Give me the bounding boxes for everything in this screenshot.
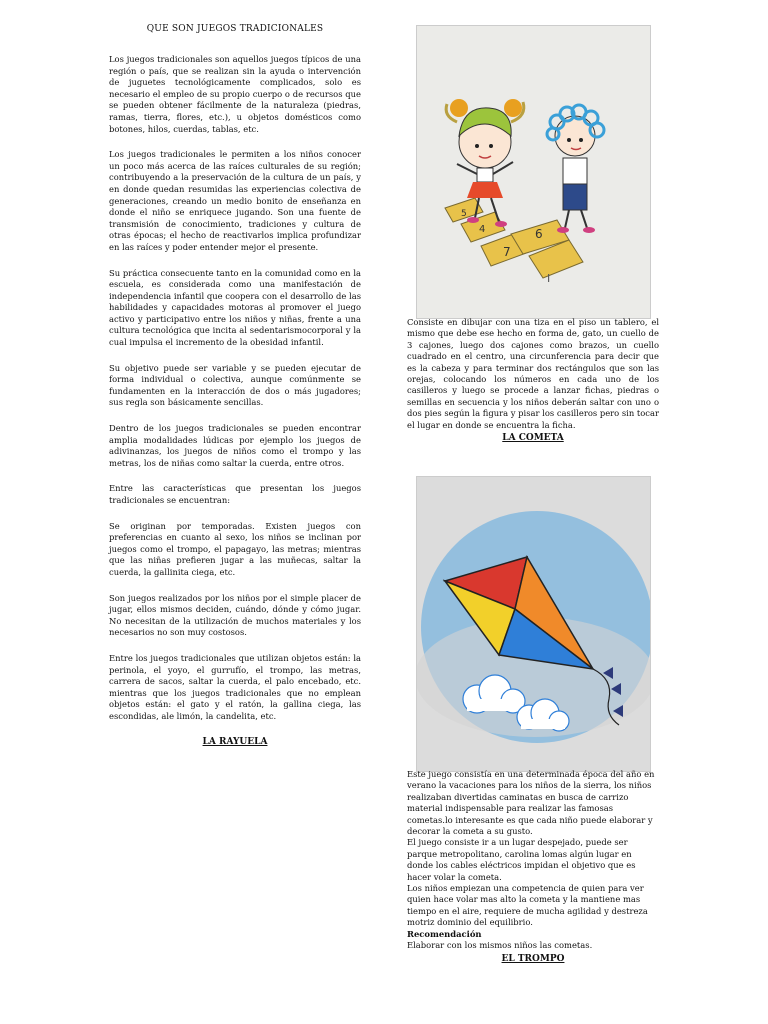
kite-paragraph-history: Este juego consistía en una determinada época del año en verano la vacaciones para los niños de la sierra, los niños realizaban divertidas caminatas en busca de carrizo material indispensable para realizar las famosas cometas.lo interesante es que cada niño puede elaborar y decorar la cometa a su gusto. — [407, 769, 655, 837]
paragraph-practice: Su práctica consecuente tanto en la comunidad como en la escuela, es considerada como una manifestación de independencia infantil que coopera con el desarrollo de las habilidades y capacidades motoras al promover el juego activo y participativo entre los niños y niñas, frente a una cultura tecnológica que incita al sedentarismocorporal y la cual impulsa el incremento de la obesidad infantil. — [109, 267, 361, 348]
page-title: QUE SON JUEGOS TRADICIONALES — [146, 24, 324, 34]
paragraph-modalities: Dentro de los juegos tradicionales se pueden encontrar amplia modalidades lúdicas por ejemplo los juegos de adivinanzas, los juegos de niños como el trompo y las metras, los de niñas como saltar la cuerda, entre otros. — [109, 423, 361, 468]
hopscotch-number: 5 — [461, 209, 467, 219]
paragraph-seasons: Se originan por temporadas. Existen juegos con preferencias en cuanto al sexo, los niños se inclinan por juegos como el trompo, el papagayo, las metras; mientras que las niñas prefieren jugar a las muñecas, saltar la cuerda, la gallinita ciega, etc. — [109, 520, 361, 577]
paragraph-definition: Los juegos tradicionales son aquellos juegos típicos de una región o país, que se realizan sin la ayuda o intervención de juguetes tecnológicamente complicados, solo es necesario el empleo de su propio cuerpo o de recursos que se pueden obtener fácilmente de la naturaleza (piedras, ramas, tierra, flores, etc.), u objetos domésticos como botones, hilos, cuerdas, tablas, etc. — [109, 54, 361, 134]
hopscotch-illustration — [416, 25, 651, 319]
section-label-rayuela: LA RAYUELA — [202, 736, 268, 747]
left-column — [109, 24, 361, 747]
section-label-cometa: LA COMETA — [502, 433, 564, 444]
hopscotch-description: Consiste en dibujar con una tiza en el piso un tablero, el mismo que debe ese hecho en forma de, gato, un cuello de 3 cajones, luego dos cajones como brazos, un cuello cuadrado en el centro, una circunferencia para decir que es la cabeza y para terminar dos rectángulos que son las orejas, colocando los números en cada uno de los casilleros y luego se procede a lanzar fichas, piedras o semillas en secuencia y los niños deberán saltar con uno o dos pies según la figura y pisar los casilleros pero sin tocar el lugar en donde se encuentra la ficha. — [407, 317, 659, 430]
hopscotch-number: 7 — [503, 245, 511, 259]
paragraph-objects: Entre los juegos tradicionales que utilizan objetos están: la perinola, el yoyo, el gurrufío, el trompo, las metras, carrera de sacos, saltar la cuerda, el palo encebado, etc. mientras que los juegos tradicionales que no emplean objetos están: el gato y el ratón, la gallina ciega, las escondidas, ale limón, la candelita, etc. — [109, 652, 361, 721]
svg-text:I: I — [547, 272, 551, 285]
hopscotch-number: 6 — [535, 227, 543, 241]
paragraph-culture: Los juegos tradicionales le permiten a los niños conocer un poco más acerca de las raíces culturales de su región; contribuyendo a la preservación de la cultura de un país, y en donde quedan resumidas las experiencias colectiva de generaciones, creando un medio bonito de enseñanza en donde el niño se enriquece jugando. Son una fuente de transmisión de conocimiento, tradiciones y cultura de otras épocas; el hecho de reactivarlos implica profundizar en las raíces y poder entender mejor el presente. — [109, 149, 361, 252]
kite-paragraph-competition: Los niños empiezan una competencia de quien para ver quien hace volar mas alto la cometa y la mantiene mas tiempo en el aire, requiere de mucha agilidad y destreza motriz dominio del equilibrio. — [407, 883, 648, 928]
hopscotch-caption-block — [407, 317, 659, 444]
kite-paragraph-place: El juego consiste ir a un lugar despejado, puede ser parque metropolitano, carolina lomas algún lugar en donde los cables eléctricos impidan el objetivo que es hacer volar la cometa. — [407, 837, 636, 882]
section-label-trompo: EL TROMPO — [501, 953, 565, 964]
kite-illustration — [416, 476, 651, 772]
recommendation-text: Elaborar con los mismos niños las cometas. — [407, 940, 593, 951]
paragraph-objective: Su objetivo puede ser variable y se pueden ejecutar de forma individual o colectiva, aunque comúnmente se fundamenten en la interacción de dos o más jugadores; sus regla son básicamente sencillas. — [109, 362, 361, 408]
paragraph-pleasure: Son juegos realizados por los niños por el simple placer de jugar, ellos mismos deciden, cuándo, dónde y cómo jugar. No necesitan de la utilización de muchos materiales y los necesarios no son muy costosos. — [109, 592, 361, 638]
kite-text-block — [407, 769, 659, 965]
hopscotch-number: 4 — [479, 224, 486, 235]
recommendation-title: Recomendación — [407, 928, 482, 939]
paragraph-characteristics-intro: Entre las características que presentan los juegos tradicionales se encuentran: — [109, 483, 361, 505]
